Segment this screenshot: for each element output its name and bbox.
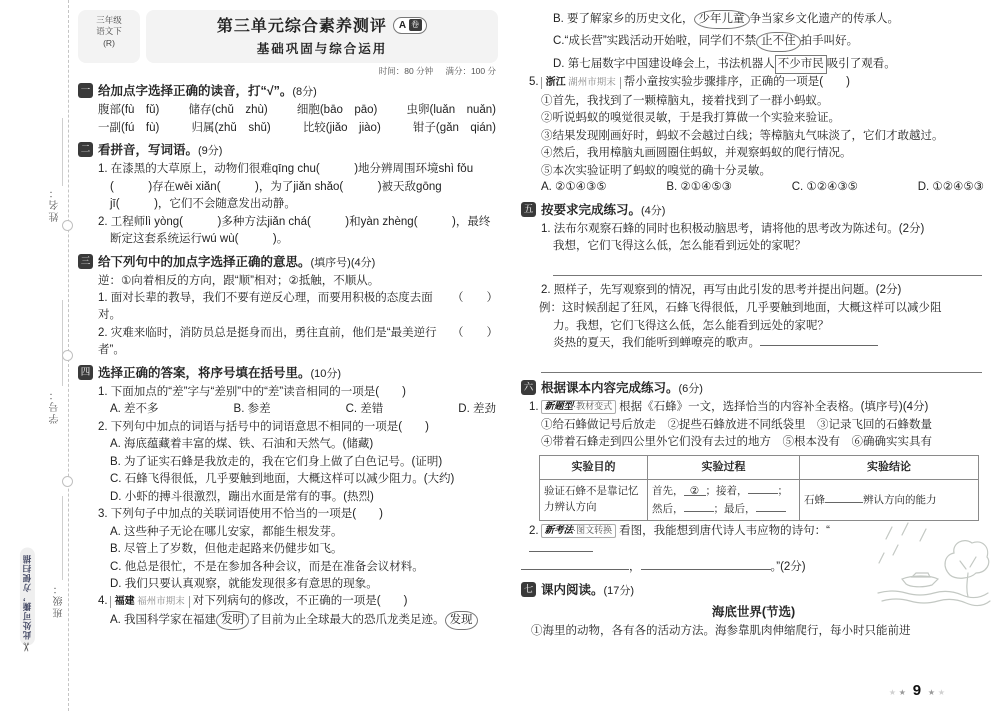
q2-option-a: A. 海底蕴藏着丰富的煤、铁、石油和天然气。(储藏) <box>110 438 374 451</box>
subject-label: 语文下 <box>96 26 122 37</box>
meaning-item-2: 2. 灾难来临时，消防员总是挺身而出，勇往直前，他们是“最美逆行者”。 （ ） <box>78 325 498 360</box>
s5-q2-prompt: 炎热的夏天，我们能听到蝉嘹亮的歌声。 <box>521 334 986 352</box>
answer-paren: （ ） <box>452 326 498 339</box>
paper-subtitle: 基础巩固与综合运用 <box>256 42 388 57</box>
circled-word: 止不住 <box>756 32 801 51</box>
q5-step-3: ③结果发现刚画好时，蚂蚁不会越过白线；等樟脑丸气味淡了，它们才敢越过。 <box>541 127 944 142</box>
question-type-tag: 新题型·教材变式 <box>541 400 617 414</box>
fold-mark-circle <box>62 220 73 231</box>
table-header-row: 实验目的 实验过程 实验结论 <box>540 455 979 479</box>
section-3-badge: 三 <box>78 254 93 269</box>
section-2-header: 二 看拼音，写词语。(9分) <box>78 141 498 160</box>
s6-q2-line-2: ， 。”(2分) <box>521 558 986 576</box>
q3-option-a: A. 这些种子无论在哪儿安家，都能生根发芽。 <box>110 525 343 538</box>
class-blank-line <box>62 496 63 580</box>
exam-source-tag: 福建 福州市期末 <box>110 596 190 608</box>
paper-a-badge: A 卷 <box>393 17 427 34</box>
section-4-badge: 四 <box>78 365 93 380</box>
experiment-process-cell: 首先， ② ；接着， ； 然后， ；最后， <box>648 479 800 520</box>
experiment-table <box>539 455 979 521</box>
q4-stem: 4. 福建 福州市期末 对下列病句的修改，不正确的一项是( ) <box>98 595 408 608</box>
q3-option-c: C. 他总是很忙，不是在参加各种会议，而是在准备会议材料。 <box>110 560 424 573</box>
star-icon: ★ <box>888 688 897 698</box>
section-3-header: 三 给下列句中的加点字选择正确的意思。(填序号)(4分) <box>78 253 498 272</box>
time-score-line <box>78 65 496 78</box>
s6-q2-block <box>521 523 986 577</box>
s5-q1-quote: 我想，它们飞得这么低，怎么能看到远处的家呢？ <box>553 240 806 253</box>
q2-option-d: D. 小虾的搏斗很激烈，蹦出水面是常有的事。(热烈) <box>110 490 374 503</box>
q5-step-2: ②听说蚂蚁的嗅觉很灵敏，于是我打算做一个实验来验证。 <box>541 110 840 125</box>
answer-blank <box>760 334 878 346</box>
s5-q2-example-1: 例：这时候刮起了狂风，石蜂飞得很低，几乎要触到地面，大概这样可以减少阻 <box>539 300 942 315</box>
student-no-label: 学号： <box>50 388 61 424</box>
q2-option-c: C. 石蜂飞得很低，几乎要触到地面，大概这样可以减少阻力。(大约) <box>110 473 455 486</box>
q3-stem: 3. 下列句子中加点的关联词语使用不恰当的一项是( ) <box>98 508 383 521</box>
fold-mark-circle <box>62 350 73 361</box>
answer-blank <box>641 558 771 570</box>
section-2-badge: 二 <box>78 142 93 157</box>
table-body-row <box>540 479 979 520</box>
section-7-header: 七 课内阅读。(17分) <box>521 581 986 600</box>
section-6-badge: 六 <box>521 380 536 395</box>
s6-q1-choices-1: ①给石蜂做记号后放走 ②捉些石蜂放进不同纸袋里 ③记录飞回的石蜂数量 <box>541 416 932 431</box>
grade-label: 三年级 <box>96 15 122 25</box>
star-icon: ★ <box>927 688 936 698</box>
question-type-tag: 新考法·图文转换 <box>541 524 617 538</box>
section-1-badge: 一 <box>78 83 93 98</box>
s5-q1-stem: 1. 法布尔观察石蜂的同时也积极动脑思考，请将他的思考改为陈述句。(2分) <box>541 222 925 235</box>
answer-blank <box>529 540 593 552</box>
section-6-header: 六 根据课本内容完成练习。(6分) <box>521 379 986 398</box>
answer-blank <box>521 558 629 570</box>
q5-step-5: ⑤本次实验证明了蚂蚁的嗅觉的确十分灵敏。 <box>541 162 771 177</box>
answer-blank: ② <box>684 484 706 496</box>
meaning-item-1: 1. 面对长辈的教导，我们不要有逆反心理，而要用积极的态度去面对。 （ ） <box>78 290 498 325</box>
q5-step-1: ①首先，我找到了一颗樟脑丸，接着找到了一群小蚂蚁。 <box>541 92 829 107</box>
circled-word: 少年儿童 <box>694 10 750 29</box>
title-box <box>146 10 498 63</box>
exam-source-tag: 浙江 湖州市期末 <box>541 77 621 89</box>
answer-paren: （ ） <box>452 291 498 304</box>
q2-stem: 2. 下列句中加点的词语与括号中的词语意思不相同的一项是( ) <box>98 420 429 433</box>
q2-option-b: B. 为了证实石蜂是我放走的，我在它们身上做了白色记号。(证明) <box>110 455 443 468</box>
q3-option-b: B. 尽管上了岁数，但他走起路来仍健步如飞。 <box>110 543 343 556</box>
q1-stem: 1. 下面加点的“差”字与“差别”中的“差”读音相同的一项是( ) <box>98 385 406 398</box>
passage-title: 海底世界(节选) <box>711 604 796 619</box>
section-7-badge: 七 <box>521 582 536 597</box>
edition-label: (R) <box>103 37 115 48</box>
boxed-word: 不少市民 <box>775 55 827 74</box>
s6-q1-stem: 1. 新题型·教材变式 根据《石蜂》一文，选择恰当的内容补全表格。(填序号)(4分) <box>529 400 929 413</box>
pronunciation-row-2: 一副(fú fù) 归属(zhǔ shǔ) 比较(jiǎo jiào) 钳子(gǎn qián) <box>98 121 496 134</box>
s5-q2-example-2: 力。我想，它们飞得这么低，怎么能看到远处的家呢？ <box>553 317 829 332</box>
page-number-value: 9 <box>912 682 922 700</box>
q3-option-d: D. 我们只要认真观察，就能发现很多有意思的现象。 <box>110 578 378 590</box>
star-icon: ★ <box>898 688 906 698</box>
definition-line: 逆：①向着相反的方向，跟“顺”相对；②抵触，不顺从。 <box>98 274 380 287</box>
section-1-header: 一 给加点字选择正确的读音，打“√”。(8分) <box>78 82 498 101</box>
section-5-header: 五 按要求完成练习。(4分) <box>521 201 986 220</box>
riverside-sketch-illustration <box>872 517 992 619</box>
answer-blank <box>756 500 786 512</box>
name-label: 姓名： <box>50 186 61 222</box>
answer-blank <box>684 500 714 512</box>
q4-option-b: B. 要了解家乡的历史文化， 少年儿童 争当家乡文化遗产的传承人。 <box>521 10 986 29</box>
name-blank-line <box>62 118 63 186</box>
q1-options: A. 差不多 B. 参差 C. 差错 D. 差劲 <box>110 403 496 416</box>
passage-first-line: ①海里的动物，各有各的活动方法。海参靠肌肉伸缩爬行，每小时只能前进 <box>531 622 911 637</box>
star-icon: ★ <box>937 688 945 698</box>
fold-mark-circle <box>62 476 73 487</box>
q4-option-c: C.“成长营”实践活动开始啦，同学们不禁 止不住 拍手叫好。 <box>521 32 986 51</box>
full-score: 满分：100 分 <box>445 66 496 77</box>
tear-here-note: 此处可撕，方便扫描 <box>20 548 35 646</box>
q5-options: A. ②①④③⑤ B. ②①④⑤③ C. ①②④③⑤ D. ①②④⑤③ <box>541 181 984 194</box>
student-no-blank-line <box>62 300 63 386</box>
s6-q1-choices-2: ④带着石蜂走到四公里外它们没有去过的地方 ⑤根本没有 ⑥确确实实具有 <box>541 434 932 449</box>
experiment-purpose-cell: 验证石蜂不是靠记忆力辨认方向 <box>540 479 648 520</box>
answer-blank <box>748 482 778 494</box>
pinyin-item-1: 1. 在漆黑的大草原上，动物们很难qīng chu( )地分辨周围环境shì fǒu ( )存在wēi xiǎn( )，为了jiǎn shǎo( )被天敌gōng jī( )，它们不会随意发出动静。 <box>98 163 474 211</box>
time-limit: 时间：80 分钟 <box>378 66 434 77</box>
q4-option-d: D. 第七届数字中国建设峰会上，书法机器人 不少市民 吸引了观看。 <box>521 55 986 74</box>
s6-q2-stem: 2. 新考法·图文转换 看图，我能想到唐代诗人韦应物的诗句：“ <box>521 523 986 559</box>
q5-stem: 5. 浙江 湖州市期末 帮小童按实验步骤排序，正确的一项是( ) <box>529 76 850 89</box>
answer-blank-line <box>541 357 982 373</box>
q4-option-a: A. 我国科学家在福建 发明 了目前为止全球最大的恐爪龙类足迹。 发现 <box>78 611 498 630</box>
circled-word: 发明 <box>216 611 249 630</box>
class-label: 班级： <box>54 582 65 618</box>
page-number <box>889 680 945 703</box>
circled-word: 发现 <box>445 611 478 630</box>
pronunciation-row-1: 腹部(fù fǔ) 储存(chǔ zhù) 细胞(bāo pāo) 虫卵(luǎn nuǎn) <box>98 104 496 117</box>
q5-step-4: ④然后，我用樟脑丸画圆圈住蚂蚁，并观察蚂蚁的爬行情况。 <box>541 145 852 160</box>
experiment-conclusion-cell: 石蜂 辨认方向的能力 <box>800 479 979 520</box>
answer-blank <box>825 491 863 503</box>
section-5-badge: 五 <box>521 202 536 217</box>
pinyin-item-2: 2. 工程师lì yòng( )多种方法jiǎn chá( )和yàn zhèng( )，最终断定这套系统运行wú wù( )。 <box>98 215 491 246</box>
paper-title: 第三单元综合素养测评 A 卷 <box>150 15 494 39</box>
paper-header <box>78 10 498 63</box>
s5-q2-stem: 2. 照样子，先写观察到的情况，再写由此引发的思考并提出问题。(2分) <box>541 283 902 296</box>
answer-blank-line <box>553 260 982 276</box>
grade-box <box>78 10 140 63</box>
section-4-header: 四 选择正确的答案，将序号填在括号里。(10分) <box>78 364 498 383</box>
scissors-icon: ✂ <box>19 642 34 653</box>
